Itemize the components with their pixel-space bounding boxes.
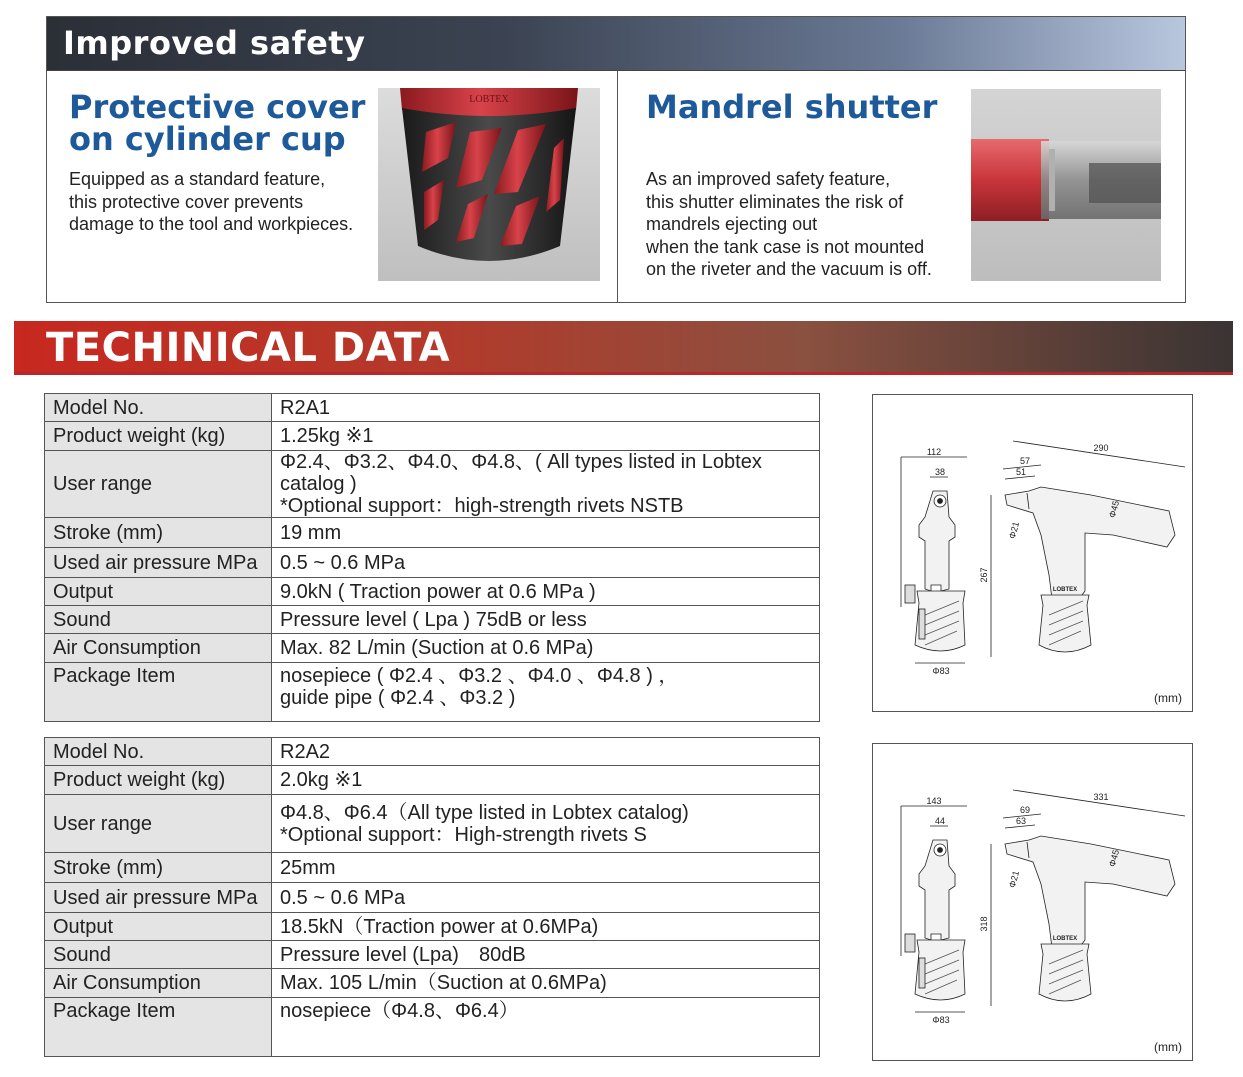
dim-length-a: 57	[1019, 456, 1031, 466]
table-row	[45, 853, 820, 883]
unit-label: (mm)	[1154, 1040, 1182, 1054]
row-value: 2.0kg ※1	[272, 766, 820, 795]
row-label: Air Consumption	[45, 634, 272, 663]
row-label: Stroke (mm)	[45, 518, 272, 548]
row-label: Product weight (kg)	[45, 766, 272, 795]
drawing-brand-text: LOBTEX	[1052, 936, 1078, 942]
table-row	[45, 998, 820, 1057]
row-value: 0.5 ~ 0.6 MPa	[272, 883, 820, 913]
photo-logo-text: LOBTEX	[469, 94, 509, 105]
dim-length-b: 63	[1015, 816, 1027, 826]
row-label: Package Item	[45, 998, 272, 1057]
dim-dia-base: Φ83	[932, 1015, 950, 1025]
section-divider	[617, 71, 618, 303]
improved-safety-header: Improved safety	[47, 17, 1185, 71]
row-label: Package Item	[45, 663, 272, 722]
table-row	[45, 634, 820, 663]
dim-length-b: 51	[1015, 467, 1027, 477]
dim-dia-nose: Φ21	[1007, 520, 1022, 540]
dim-dia-tank: Φ45	[1107, 499, 1122, 519]
table-row	[45, 766, 820, 795]
technical-drawing-r2a1	[872, 394, 1193, 712]
table-row	[45, 738, 820, 766]
table-row	[45, 913, 820, 941]
improved-safety-section	[46, 16, 1186, 303]
row-value: Pressure level ( Lpa ) 75dB or less	[272, 606, 820, 634]
dim-dia-tank: Φ45	[1107, 848, 1122, 868]
row-label: User range	[45, 795, 272, 853]
dim-height: 267	[979, 567, 989, 583]
dim-height: 318	[979, 916, 989, 932]
unit-label: (mm)	[1154, 691, 1182, 705]
table-row	[45, 663, 820, 722]
dim-length-total: 331	[1093, 792, 1109, 802]
row-label: Output	[45, 913, 272, 941]
dim-width-top: 44	[934, 816, 946, 826]
row-label: Used air pressure MPa	[45, 548, 272, 578]
row-label: Model No.	[45, 738, 272, 766]
dim-dia-nose: Φ21	[1007, 869, 1022, 889]
row-value: nosepiece ( Φ2.4 、Φ3.2 、Φ4.0 、Φ4.8 ) ， guide pipe ( Φ2.4 、Φ3.2 )	[272, 663, 820, 722]
row-value: 19 mm	[272, 518, 820, 548]
technical-drawing-r2a2	[872, 743, 1193, 1061]
row-value: Φ4.8、Φ6.4（All type listed in Lobtex catalog) *Optional support：High-strength rivets S	[272, 795, 820, 853]
row-label: Sound	[45, 941, 272, 969]
table-row	[45, 578, 820, 606]
mandrel-shutter-description: As an improved safety feature, this shutter eliminates the risk of mandrels ejecting out when the tank case is not mounted on the riveter and the vacuum is off.	[646, 169, 932, 279]
mandrel-shutter-photo	[971, 89, 1161, 281]
table-row	[45, 451, 820, 518]
row-label: Stroke (mm)	[45, 853, 272, 883]
table-row	[45, 422, 820, 451]
row-value: 9.0kN ( Traction power at 0.6 MPa )	[272, 578, 820, 606]
drawing-brand-text: LOBTEX	[1052, 587, 1078, 593]
table-row	[45, 394, 820, 422]
mandrel-shutter-title: Mandrel shutter	[646, 88, 938, 126]
table-row	[45, 548, 820, 578]
row-value: 25mm	[272, 853, 820, 883]
spec-table-r2a2	[44, 737, 820, 1057]
row-value: Φ2.4、Φ3.2、Φ4.0、Φ4.8、( All types listed in Lobtex catalog ) *Optional support：high-strength rivets NSTB	[272, 451, 820, 518]
spec-table-r2a1	[44, 393, 820, 722]
protective-cover-title: Protective cover on cylinder cup	[69, 88, 366, 158]
technical-data-title: TECHINICAL DATA	[46, 325, 451, 371]
table-row	[45, 606, 820, 634]
row-label: Model No.	[45, 394, 272, 422]
row-value: 18.5kN（Traction power at 0.6MPa)	[272, 913, 820, 941]
row-label: User range	[45, 451, 272, 518]
technical-data-banner	[14, 321, 1233, 375]
table-row	[45, 795, 820, 853]
row-label: Output	[45, 578, 272, 606]
dim-width-side: 143	[926, 796, 942, 806]
table-row	[45, 941, 820, 969]
row-value: Max. 82 L/min (Suction at 0.6 MPa)	[272, 634, 820, 663]
dim-width-side: 112	[926, 447, 942, 457]
table-row	[45, 518, 820, 548]
row-value: 1.25kg ※1	[272, 422, 820, 451]
row-value: Pressure level (Lpa) 80dB	[272, 941, 820, 969]
row-value: Max. 105 L/min（Suction at 0.6MPa)	[272, 969, 820, 998]
protective-cover-description: Equipped as a standard feature, this protective cover prevents damage to the tool and workpieces.	[69, 169, 354, 234]
table-row	[45, 883, 820, 913]
row-label: Air Consumption	[45, 969, 272, 998]
table-row	[45, 969, 820, 998]
row-value: R2A1	[272, 394, 820, 422]
row-label: Product weight (kg)	[45, 422, 272, 451]
row-label: Used air pressure MPa	[45, 883, 272, 913]
protective-cover-photo	[378, 88, 600, 281]
row-label: Sound	[45, 606, 272, 634]
row-value: nosepiece（Φ4.8、Φ6.4）	[272, 998, 820, 1057]
dim-width-top: 38	[934, 467, 946, 477]
dim-length-total: 290	[1093, 443, 1109, 453]
row-value: 0.5 ~ 0.6 MPa	[272, 548, 820, 578]
dim-length-a: 69	[1019, 805, 1031, 815]
dim-dia-base: Φ83	[932, 666, 950, 676]
row-value: R2A2	[272, 738, 820, 766]
